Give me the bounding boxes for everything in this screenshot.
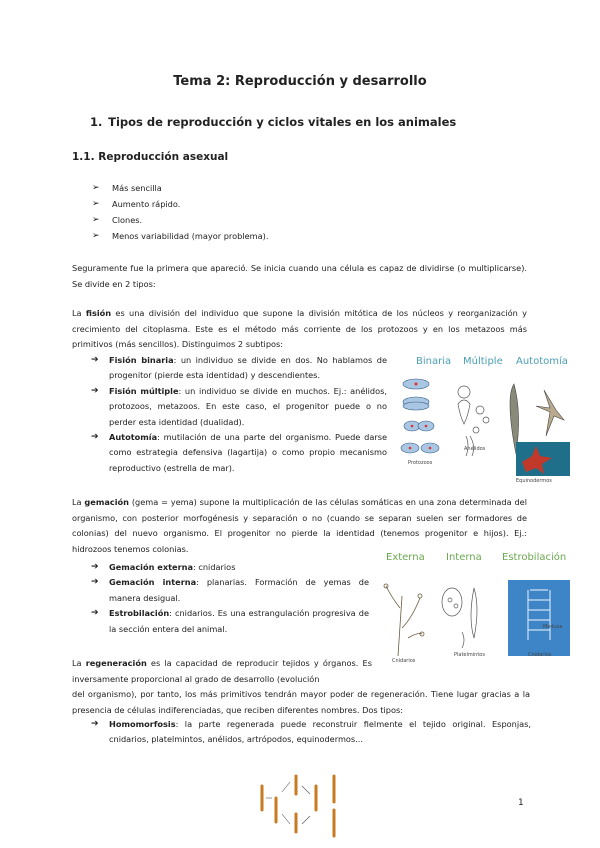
item-term: Fisión binaria <box>109 355 174 365</box>
gemacion-interna-item <box>91 575 369 606</box>
fision-term: fisión <box>85 308 112 318</box>
regeneracion-term: regeneración <box>85 658 147 668</box>
fision-lead: La <box>72 308 86 318</box>
item-text: : planarias. Formación de yemas de manera desigual. <box>109 577 369 603</box>
figure-label-multiple: Múltiple <box>463 356 503 367</box>
bullet-list <box>92 180 268 244</box>
bullet-item: ➢ Aumento rápido. <box>92 196 268 212</box>
item-term: Estrobilación <box>109 608 170 619</box>
item-text: : un individuo se divide en muchos. Ej.: anélidos, protozoos, metazoos. En este caso, el progenitor puede o no perder esta identidad (dualidad). <box>109 385 387 427</box>
hydra-colony-drawing <box>384 584 424 656</box>
item-term: Homomorfosis <box>109 719 176 729</box>
item-text: : cnidarios. Es una estrangulación progresiva de la sección entera del animal. <box>109 608 369 634</box>
arrow-icon: ➔ <box>91 385 99 396</box>
autotomia-item <box>91 430 387 476</box>
gemacion-figure <box>378 552 574 668</box>
arrow-icon: ➔ <box>91 355 99 365</box>
figure-label-externa: Externa <box>386 552 425 563</box>
bullet-item: ➢ Clones. <box>92 212 268 228</box>
gemacion-paragraph <box>72 495 527 557</box>
regeneracion-lead: La <box>72 658 86 668</box>
gemacion-externa-item <box>91 560 369 575</box>
regeneracion-paragraph-bottom: del organismo), por tanto, los más primitivos tendrán mayor poder de regeneración. Tiene lugar gracias a la presencia de células indiferenciadas, que reciben diferentes nombres. Dos tipos: <box>72 689 530 715</box>
strobilation-photo <box>508 580 570 656</box>
fision-text: es una división del individuo que supone la división mitótica de los núcleos y reorganización y crecimiento del citoplasma. Este es el método más corriente de los protozoos y en los metazoos más primitivos (más sencillos). Distinguimos 2 subtipos: <box>72 308 527 350</box>
page-number: 1 <box>518 798 524 808</box>
fision-subtypes <box>91 353 387 476</box>
item-term: Gemación externa <box>109 562 193 572</box>
fision-paragraph <box>72 306 527 353</box>
page-title: Tema 2: Reproducción y desarrollo <box>173 74 427 89</box>
figure-label-interna: Interna <box>446 552 482 563</box>
section-heading-1-1: 1.1. Reproducción asexual <box>72 151 229 163</box>
regeneration-figure <box>252 768 348 840</box>
item-term: Fisión múltiple <box>109 385 179 396</box>
section-heading-1: 1. Tipos de reproducción y ciclos vitales en los animales <box>90 115 457 129</box>
arrow-icon: ➔ <box>91 432 99 443</box>
regeneracion-subtypes <box>91 717 531 748</box>
fision-binaria-item <box>91 353 387 384</box>
item-text: : mutilación de una parte del organismo. Puede darse como estrategia defensiva (lagartija) o como propio mecanismo reproductivo (estrella de mar). <box>109 432 387 473</box>
arrow-icon: ➔ <box>91 577 99 588</box>
bullet-item: ➢ Menos variabilidad (mayor problema). <box>92 228 268 244</box>
caption-anelidos: Anélidos <box>464 446 486 452</box>
figure-label-estrobilacion: Estrobilación <box>502 552 567 563</box>
planaria-drawing <box>442 588 477 648</box>
fision-figure <box>396 352 572 484</box>
item-text: : un individuo se divide en dos. No hablamos de progenitor (pierde esta identidad) y descendientes. <box>109 355 387 381</box>
estrobilacion-item <box>91 606 369 637</box>
starfish-drawing <box>536 390 564 436</box>
gemacion-term: gemación <box>84 497 129 507</box>
homomorfosis-item <box>91 717 531 748</box>
arrows <box>266 782 310 824</box>
gemacion-lead: La <box>72 497 85 507</box>
binary-fission-cells <box>401 379 439 453</box>
gemacion-subtypes <box>91 560 369 637</box>
caption-equinodermos: Equinodermos <box>516 478 552 484</box>
caption-cnidarios-1: Cnidarios <box>392 658 416 664</box>
regeneracion-paragraph-top <box>72 656 372 687</box>
item-term: Autotomía <box>109 432 158 443</box>
caption-protozoos: Protozoos <box>408 460 433 466</box>
item-text: : cnidarios <box>193 562 236 572</box>
caption-platelmintos: Platelmintos <box>454 652 485 658</box>
figure-label-binaria: Binaria <box>416 356 452 367</box>
gemacion-text: (gema = yema) supone la multiplicación de las células somáticas en una zona determinada del organismo, con posterior morfogénesis y separación o no (cuando se separan suelen ser formadores de colonias) del nuevo organismo. El progenitor no pierde la identidad (tenemos progenitor e hijos). Ej.: hidrozoos tenemos colonias. <box>72 497 527 554</box>
item-text: : la parte regenerada puede reconstruir fielmente el tejido original. Esponjas, cnidarios, platelmintos, anélidos, artrópodos, equinodermos... <box>109 719 531 745</box>
bullet-item: ➢ Más sencilla <box>92 180 268 196</box>
caption-cnidarios-2: Cnidarios <box>528 652 552 658</box>
arrow-icon: ➔ <box>91 562 99 572</box>
planarian-fragments <box>262 776 334 836</box>
item-term: Gemación interna <box>109 577 197 588</box>
fision-multiple-item <box>91 384 387 430</box>
intro-paragraph: Seguramente fue la primera que apareció. Se inicia cuando una célula es capaz de dividirse (o multiplicarse). Se divide en 2 tipos: <box>72 263 527 289</box>
regeneracion-text-narrow: es la capacidad de reproducir tejidos y órganos. Es inversamente proporcional al grado de desarrollo (evolución <box>72 658 372 684</box>
caption-medusa: Medusa <box>543 624 563 630</box>
arrow-icon: ➔ <box>91 719 99 729</box>
arrow-icon: ➔ <box>91 608 99 619</box>
figure-label-autotomia: Autotomía <box>516 356 568 367</box>
nuclei <box>409 383 432 450</box>
